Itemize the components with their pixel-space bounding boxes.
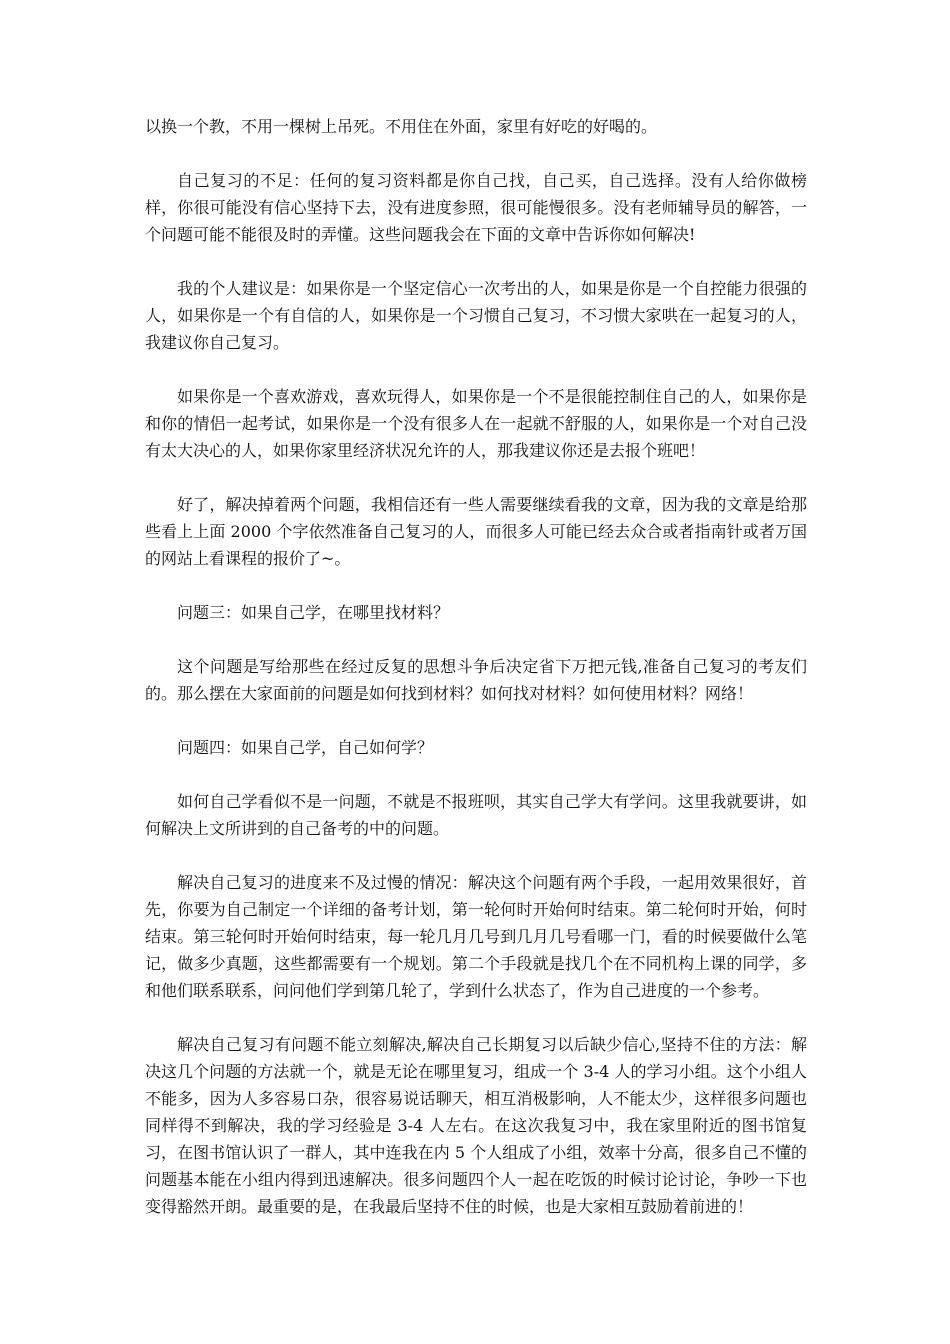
paragraph-class-advice: 如果你是一个喜欢游戏，喜欢玩得人，如果你是一个不是很能控制住自己的人，如果你是和你的情侣一起考试，如果你是一个没有很多人在一起就不舒服的人，如果你是一个对自己没有太大决心的人，如果你家里经济状况允许的人，那我建议你还是去报个班吧！ (145, 387, 807, 460)
document-body (145, 113, 807, 1247)
paragraph-continuation: 以换一个教，不用一棵树上吊死。不用住在外面，家里有好吃的好喝的。 (145, 117, 658, 136)
paragraph-progress-solution: 解决自己复习的进度来不及过慢的情况：解决这个问题有两个手段，一起用效果很好，首先，你要为自己制定一个详细的备考计划，第一轮何时开始何时结束。第二轮何时开始，何时结束。第三轮何时开始何时结束，每一轮几月几号到几月几号看哪一门，看的时候要做什么笔记，做多少真题，这些都需要有一个规划。第二个手段就是找几个在不同机构上课的同学，多和他们联系联系，问问他们学到第几轮了，学到什么状态了，作为自己进度的一个参考。 (145, 873, 807, 1000)
paragraph-personal-advice: 我的个人建议是：如果你是一个坚定信心一次考出的人，如果是你是一个自控能力很强的人，如果你是一个有自信的人，如果你是一个习惯自己复习，不习惯大家哄在一起复习的人，我建议你自己复习。 (145, 279, 807, 352)
paragraph-how-to-study: 如何自己学看似不是一问题，不就是不报班呗，其实自己学大有学问。这里我就要讲，如何解决上文所讲到的自己备考的中的问题。 (145, 792, 807, 838)
paragraph-self-study-drawbacks: 自己复习的不足：任何的复习资料都是你自己找，自己买，自己选择。没有人给你做榜样，你很可能没有信心坚持下去，没有进度参照，很可能慢很多。没有老师辅导员的解答，一个问题可能不能很及时的弄懂。这些问题我会在下面的文章中告诉你如何解决! (145, 171, 807, 244)
paragraph-transition: 好了，解决掉着两个问题，我相信还有一些人需要继续看我的文章，因为我的文章是给那些看上上面 2000 个字依然准备自己复习的人，而很多人可能已经去众合或者指南针或者万国的网站上看课程的报价了~。 (145, 495, 807, 568)
paragraph-find-materials: 这个问题是写给那些在经过反复的思想斗争后决定省下万把元钱,准备自己复习的考友们的。那么摆在大家面前的问题是如何找到材料？如何找对材料？如何使用材料？网络！ (145, 657, 807, 703)
paragraph-study-group-solution: 解决自己复习有问题不能立刻解决,解决自己长期复习以后缺少信心,坚持不住的方法：解决这几个问题的方法就一个，就是无论在哪里复习，组成一个 3-4 人的学习小组。这个小组人不能多，因为人多容易口杂，很容易说话聊天，相互消极影响，人不能太少，这样很多问题也同样得不到解决，我的学习经验是 3-4 人左右。在这次我复习中，我在家里附近的图书馆复习，在图书馆认识了一群人，其中连我在内 5 个人组成了小组，效率十分高，很多自己不懂的问题基本能在小组内得到迅速解决。很多问题四个人一起在吃饭的时候讨论讨论，争吵一下也变得豁然开朗。最重要的是，在我最后坚持不住的时候，也是大家相互鼓励着前进的！ (145, 1035, 807, 1216)
question-four-heading: 问题四：如果自己学，自己如何学？ (177, 738, 434, 757)
question-three-heading: 问题三：如果自己学，在哪里找材料？ (177, 603, 450, 622)
